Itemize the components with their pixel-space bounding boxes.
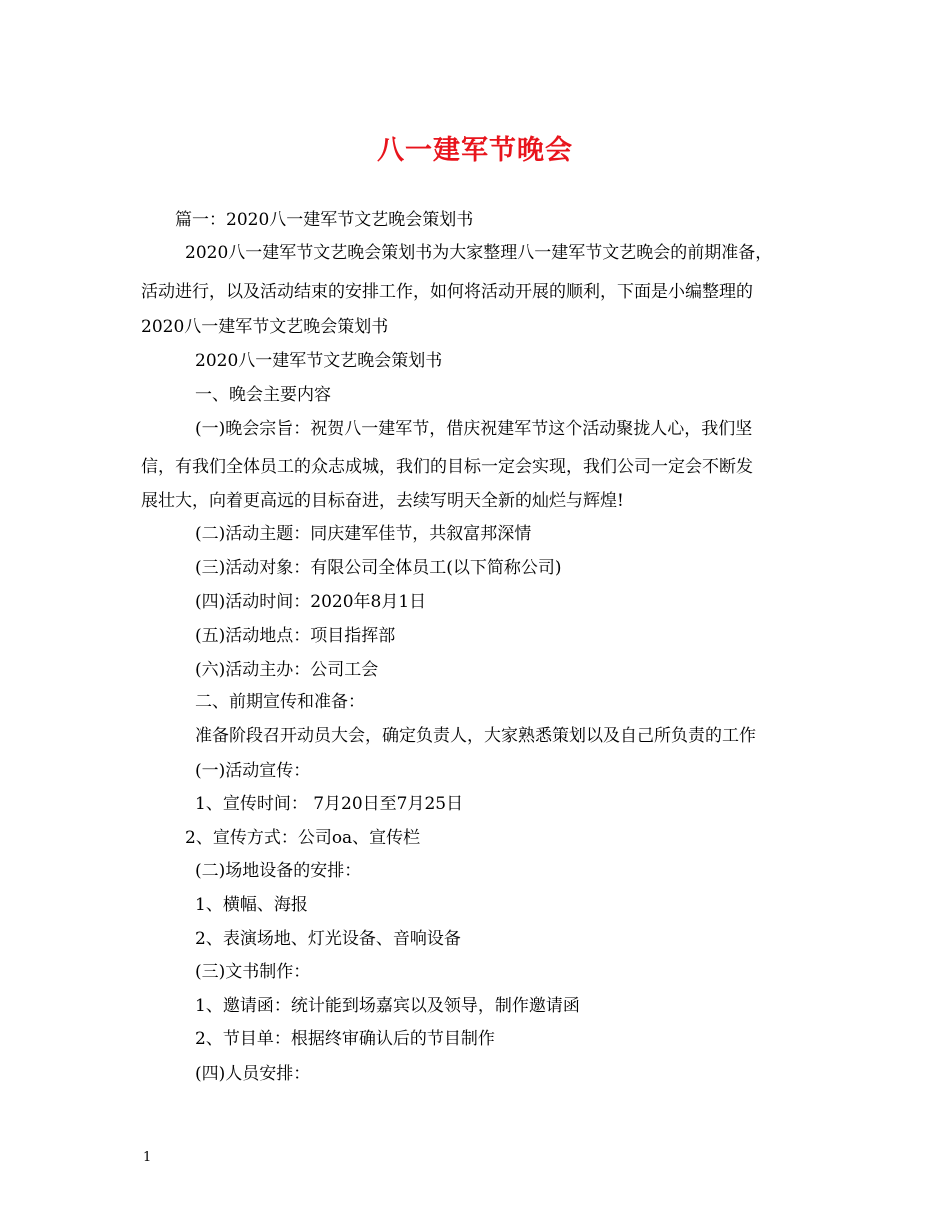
heading-line: 一、晚会主要内容 <box>195 385 331 405</box>
paragraph-line: 准备阶段召开动员大会，确定负责人，大家熟悉策划以及自己所负责的工作 <box>195 726 756 746</box>
page-number: 1 <box>143 1150 152 1165</box>
list-item: 1、横幅、海报 <box>195 895 308 915</box>
list-item: (六)活动主办：公司工会 <box>195 660 379 680</box>
paragraph-line: 2020八一建军节文艺晚会策划书为大家整理八一建军节文艺晚会的前期准备， <box>185 243 773 263</box>
paragraph-line: 2020八一建军节文艺晚会策划书 <box>141 317 389 337</box>
list-item: (四)人员安排： <box>195 1064 311 1084</box>
section-heading: 篇一：2020八一建军节文艺晚会策划书 <box>175 210 474 230</box>
list-item: (一)活动宣传： <box>195 761 311 781</box>
list-item: (三)文书制作： <box>195 962 311 982</box>
list-item: (二)活动主题：同庆建军佳节，共叙富邦深情 <box>195 524 532 544</box>
list-item: (二)场地设备的安排： <box>195 861 362 881</box>
subtitle-line: 2020八一建军节文艺晚会策划书 <box>195 351 443 371</box>
list-item: 1、邀请函：统计能到场嘉宾以及领导，制作邀请函 <box>195 996 580 1016</box>
paragraph-line: (一)晚会宗旨：祝贺八一建军节，借庆祝建军节这个活动聚拢人心，我们坚 <box>195 419 753 439</box>
list-item: (五)活动地点：项目指挥部 <box>195 626 396 646</box>
list-item: 1、宣传时间： 7月20日至7月25日 <box>195 794 464 814</box>
list-item: 2、表演场地、灯光设备、音响设备 <box>195 929 461 949</box>
list-item: 2、宣传方式：公司oa、宣传栏 <box>185 828 421 848</box>
list-item: 2、节目单：根据终审确认后的节目制作 <box>195 1029 495 1049</box>
list-item: (四)活动时间：2020年8月1日 <box>195 592 427 612</box>
paragraph-line: 活动进行，以及活动结束的安排工作，如何将活动开展的顺利，下面是小编整理的 <box>141 282 753 302</box>
paragraph-line: 展壮大，向着更高远的目标奋进，去续写明天全新的灿烂与辉煌! <box>141 491 624 511</box>
paragraph-line: 信，有我们全体员工的众志成城，我们的目标一定会实现，我们公司一定会不断发 <box>141 457 753 477</box>
document-title: 八一建军节晚会 <box>377 135 573 166</box>
list-item: (三)活动对象：有限公司全体员工(以下简称公司) <box>195 558 562 578</box>
heading-line: 二、前期宣传和准备： <box>195 692 365 712</box>
